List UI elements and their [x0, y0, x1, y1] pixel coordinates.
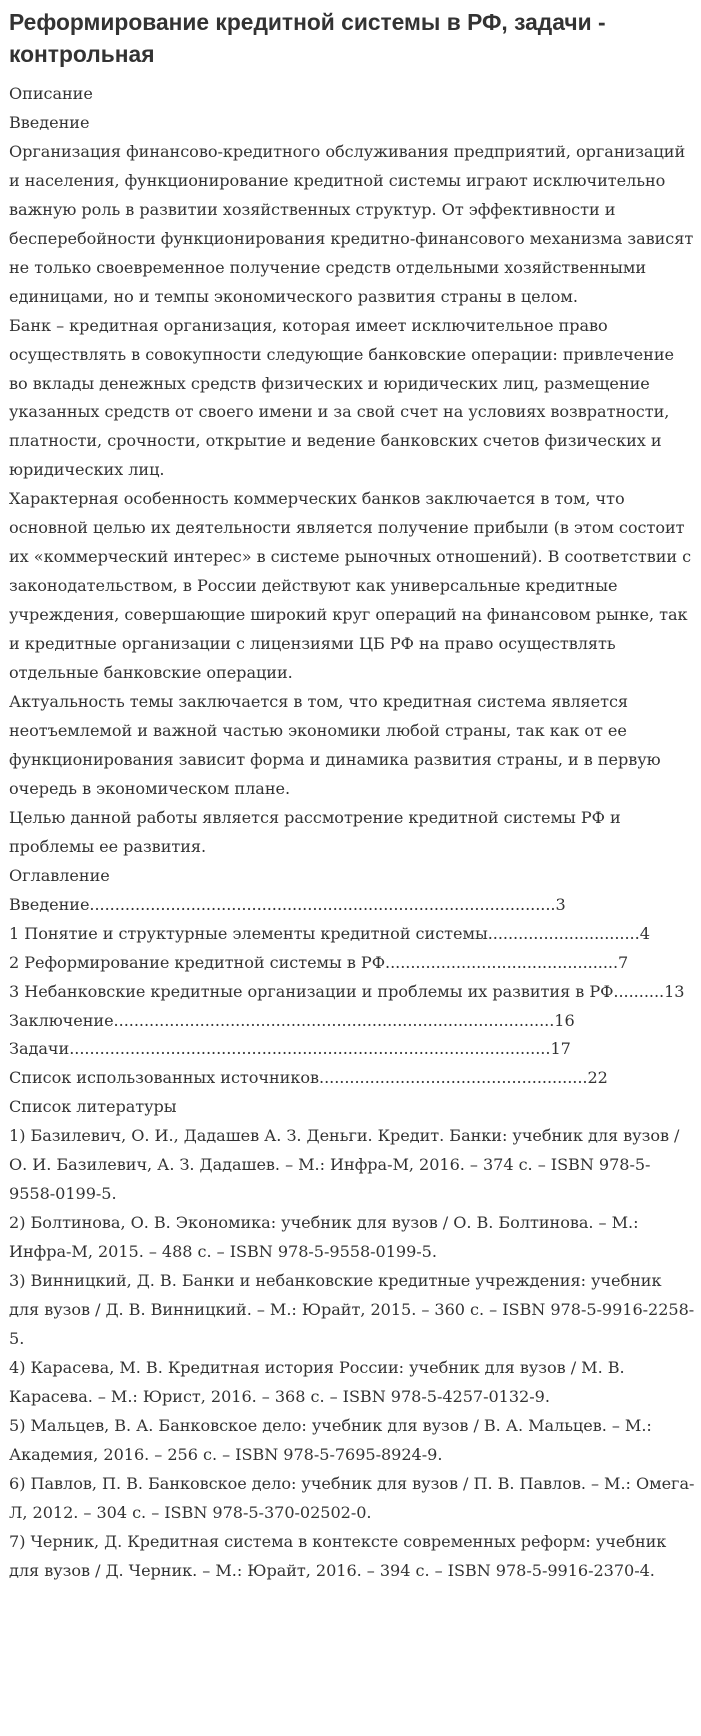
bibliography-item: 4) Карасева, М. В. Кредитная история России: учебник для вузов / М. В. Карасева. – М.: Юрист, 2016. – 368 с. – ISBN 978-5-4257-0132-9. [9, 1357, 625, 1406]
intro-paragraph: Банк – кредитная организация, которая имеет исключительное право осуществлять в совокупности следующие банковские операции: привлечение во вклады денежных средств физических и юридических лиц, размещение указанных средств от своего имени и за свой счет на условиях возвратности, платности, срочности, открытие и ведение банковских счетов физических и юридических лиц. [9, 315, 674, 480]
intro-paragraph: Организация финансово-кредитного обслуживания предприятий, организаций и населения, функционирование кредитной системы играют исключительно важную роль в развитии хозяйственных структур. От эффективности и бесперебойности функционирования кредитно-финансового механизма зависят не только своевременное получение средств отдельными хозяйственными единицами, но и темпы экономического развития страны в целом. [9, 141, 694, 306]
bibliography-item: 5) Мальцев, В. А. Банковское дело: учебник для вузов / В. А. Мальцев. – М.: Академия, 2016. – 256 с. – ISBN 978-5-7695-8924-9. [9, 1415, 652, 1464]
toc-item: 1 Понятие и структурные элементы кредитной системы..............................4 [9, 923, 650, 943]
bibliography-item: 6) Павлов, П. В. Банковское дело: учебник для вузов / П. В. Павлов. – М.: Омега-Л, 2012. – 304 с. – ISBN 978-5-370-02502-0. [9, 1473, 695, 1522]
toc-item: Введение............................................................................................3 [9, 894, 566, 914]
bibliography-item: 1) Базилевич, О. И., Дадашев А. З. Деньги. Кредит. Банки: учебник для вузов / О. И. Базилевич, А. З. Дадашев. – М.: Инфра-М, 2016. – 374 с. – ISBN 978-5-9558-0199-5. [9, 1126, 680, 1204]
toc-item: Задачи...............................................................................................17 [9, 1039, 571, 1059]
intro-heading: Введение [9, 112, 90, 132]
bibliography-item: 7) Черник, Д. Кредитная система в контексте современных реформ: учебник для вузов / Д. Черник. – М.: Юрайт, 2016. – 394 с. – ISBN 978-5-9916-2370-4. [9, 1531, 667, 1580]
bibliography-item: 2) Болтинова, О. В. Экономика: учебник для вузов / О. В. Болтинова. – М.: Инфра-М, 2015. – 488 с. – ISBN 978-5-9558-0199-5. [9, 1213, 639, 1262]
intro-paragraph: Целью данной работы является рассмотрение кредитной системы РФ и проблемы ее развития. [9, 807, 621, 856]
bibliography-heading: Список литературы [9, 1097, 177, 1117]
toc-item: 2 Реформирование кредитной системы в РФ..............................................7 [9, 952, 629, 972]
page-title: Реформирование кредитной системы в РФ, задачи - контрольная [9, 9, 606, 67]
intro-paragraph: Характерная особенность коммерческих банков заключается в том, что основной целью их деятельности является получение прибыли (в этом состоит их «коммерческий интерес» в системе рыночных отношений). В соответствии с законодательством, в России действуют как универсальные кредитные учреждения, совершающие широкий круг операций на финансовом рынке, так и кредитные организации с лицензиями ЦБ РФ на право осуществлять отдельные банковские операции. [9, 489, 692, 683]
toc-heading: Оглавление [9, 865, 110, 885]
description-label: Описание [9, 84, 93, 103]
description-body [9, 80, 695, 1586]
bibliography-item: 3) Винницкий, Д. В. Банки и небанковские кредитные учреждения: учебник для вузов / Д. В. Винницкий. – М.: Юрайт, 2015. – 360 с. – ISBN 978-5-9916-2258-5. [9, 1271, 695, 1348]
toc-item: 3 Небанковские кредитные организации и проблемы их развития в РФ..........13 [9, 981, 685, 1001]
toc-item: Заключение.......................................................................................16 [9, 1010, 575, 1030]
intro-paragraph: Актуальность темы заключается в том, что кредитная система является неотъемлемой и важной частью экономики любой страны, так как от ее функционирования зависит форма и динамика развития страны, и в первую очередь в экономическом плане. [9, 692, 661, 798]
toc-item: Список использованных источников.....................................................22 [9, 1068, 608, 1088]
